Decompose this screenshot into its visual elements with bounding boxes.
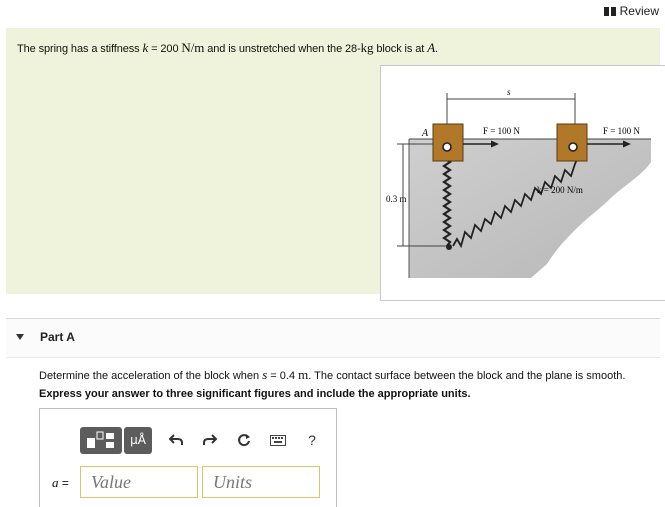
keyboard-button[interactable] <box>268 430 288 450</box>
reset-icon <box>237 433 251 447</box>
variable-symbol: a <box>52 475 59 490</box>
spring-constant-label: k = 200 N/m <box>537 185 583 195</box>
block-A-pin <box>443 143 451 151</box>
s-unit: m <box>298 367 309 382</box>
problem-text-5: . <box>435 43 438 55</box>
question-text-1: Determine the acceleration of the block when <box>39 370 263 382</box>
block-label-A: A <box>422 128 429 139</box>
question-text-3: . The contact surface between the block and the plane is smooth. <box>308 370 626 382</box>
help-button[interactable]: ? <box>308 432 316 448</box>
problem-text-4: block is at <box>373 43 428 55</box>
variable-equals: = <box>61 476 69 490</box>
units-input[interactable]: Units <box>202 466 320 498</box>
part-label: Part A <box>40 330 75 344</box>
force-label-left: F = 100 N <box>483 126 520 136</box>
point-symbol: A <box>427 40 436 55</box>
undo-button[interactable] <box>166 430 186 450</box>
question-text-2: = 0.4 <box>267 370 299 382</box>
review-link[interactable] <box>604 4 659 18</box>
caret-down-icon <box>16 334 24 340</box>
s-symbol: s <box>262 367 268 382</box>
undo-icon <box>169 434 183 446</box>
variable-label <box>52 475 69 491</box>
review-label: Review <box>619 4 659 18</box>
top-bar <box>0 0 665 26</box>
units-symbol-button[interactable]: μÅ <box>124 427 152 454</box>
part-a-header[interactable] <box>6 318 660 358</box>
spring-anchor <box>446 244 452 250</box>
force-label-right: F = 100 N <box>603 126 640 136</box>
k-symbol: k <box>142 40 149 55</box>
value-input[interactable]: Value <box>80 466 198 498</box>
block-displaced-pin <box>569 143 577 151</box>
book-icon <box>604 7 616 16</box>
templates-button[interactable] <box>80 427 122 454</box>
s-label: s <box>507 87 511 97</box>
problem-statement <box>17 40 438 56</box>
question-text <box>39 367 625 383</box>
k-unit: N/m <box>181 40 205 55</box>
answer-instruction: Express your answer to three significant figures and include the appropriate units. <box>39 388 471 400</box>
mass-unit: kg <box>360 40 374 55</box>
reset-button[interactable] <box>234 430 254 450</box>
problem-text-1: The spring has a stiffness <box>17 43 143 55</box>
keyboard-icon <box>270 435 286 446</box>
spring-block-diagram <box>381 66 665 300</box>
redo-button[interactable] <box>200 430 220 450</box>
problem-text-3: and is unstretched when the 28- <box>204 43 361 55</box>
height-label: 0.3 m <box>386 194 407 204</box>
problem-text-2: = 200 <box>148 43 182 55</box>
problem-figure <box>380 65 665 301</box>
problem-panel <box>6 28 660 294</box>
redo-icon <box>203 434 217 446</box>
templates-icon <box>86 431 116 449</box>
answer-box <box>39 408 337 507</box>
math-toolbar <box>80 426 322 454</box>
